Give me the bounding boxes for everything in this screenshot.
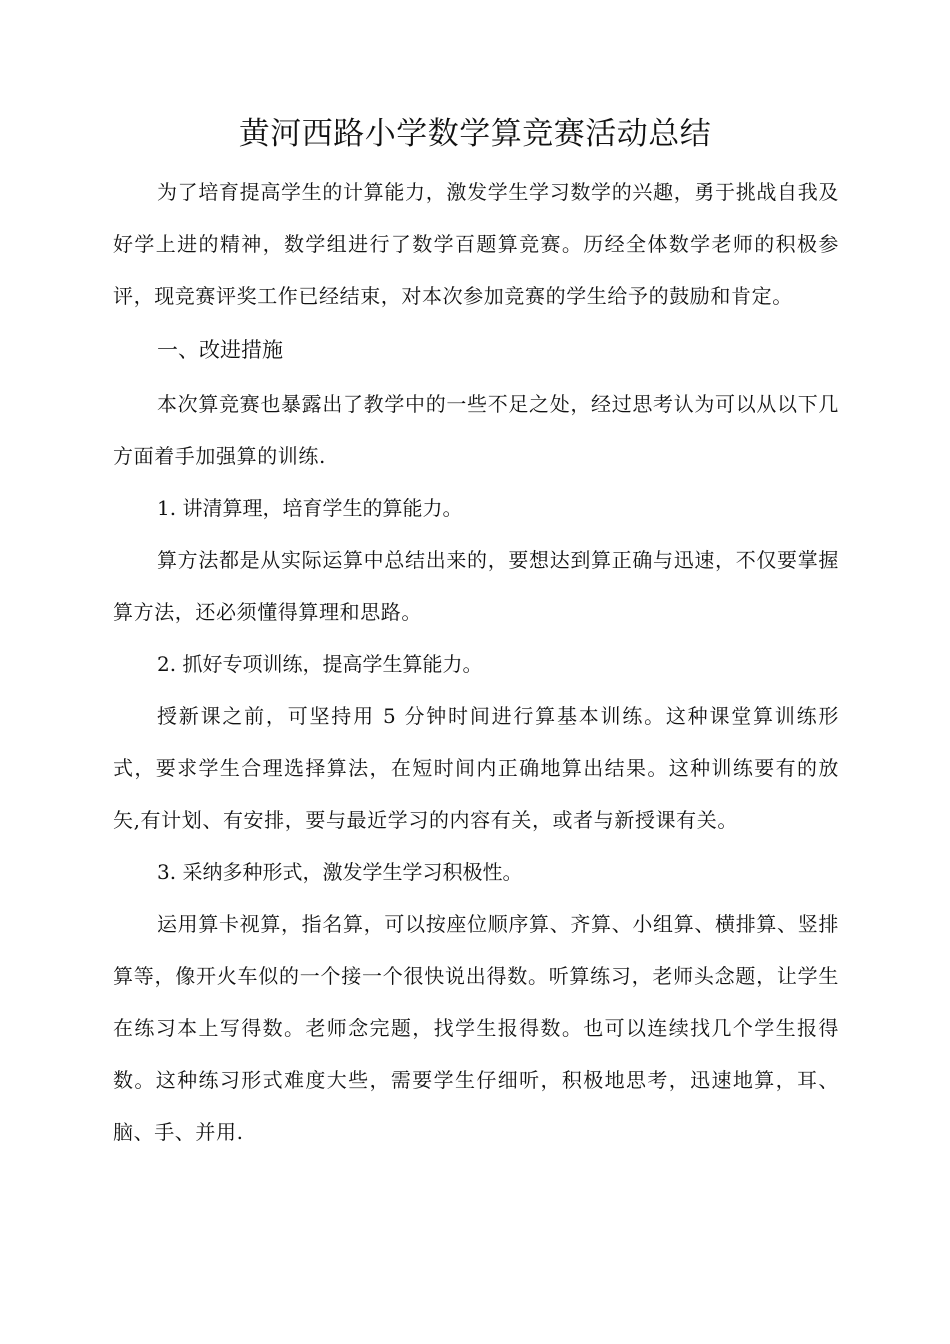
document-body xyxy=(113,166,839,1158)
section-intro-paragraph: 本次算竞赛也暴露出了教学中的一些不足之处，经过思考认为可以从以下几方面着手加强算的训练. xyxy=(113,392,839,468)
item-3-heading: 3. 采纳多种形式，激发学生学习积极性。 xyxy=(157,860,523,884)
item-3-paragraph: 运用算卡视算，指名算，可以按座位顺序算、齐算、小组算、横排算、竖排算等，像开火车似的一个接一个很快说出得数。听算练习，老师头念题，让学生在练习本上写得数。老师念完题，找学生报得数。也可以连续找几个学生报得数。这种练习形式难度大些，需要学生仔细听，积极地思考，迅速地算，耳、脑、手、并用. xyxy=(113,912,839,1144)
item-2-paragraph: 授新课之前，可坚持用 5 分钟时间进行算基本训练。这种课堂算训练形式，要求学生合理选择算法，在短时间内正确地算出结果。这种训练要有的放矢,有计划、有安排，要与最近学习的内容有关，或者与新授课有关。 xyxy=(113,704,839,832)
intro-paragraph: 为了培育提高学生的计算能力，激发学生学习数学的兴趣，勇于挑战自我及好学上进的精神，数学组进行了数学百题算竞赛。历经全体数学老师的积极参评，现竞赛评奖工作已经结束，对本次参加竞赛的学生给予的鼓励和肯定。 xyxy=(113,180,839,308)
item-1-heading: 1. 讲清算理，培育学生的算能力。 xyxy=(157,496,463,520)
section-heading-improvements: 一、改进措施 xyxy=(157,338,283,362)
document-title: 黄河西路小学数学算竞赛活动总结 xyxy=(238,116,712,152)
item-2-heading: 2. 抓好专项训练，提高学生算能力。 xyxy=(157,652,483,676)
item-1-paragraph: 算方法都是从实际运算中总结出来的，要想达到算正确与迅速，不仅要掌握算方法，还必须懂得算理和思路。 xyxy=(113,548,839,624)
